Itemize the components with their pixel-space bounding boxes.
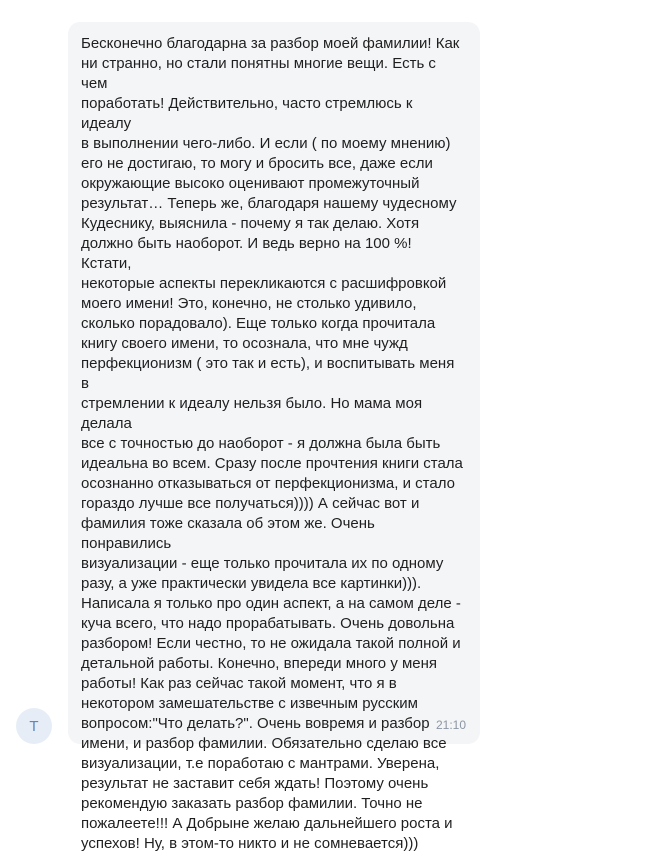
avatar[interactable]: T — [16, 708, 52, 744]
message-bubble — [68, 22, 480, 852]
message-text: Бесконечно благодарна за разбор моей фамилии! Как ни странно, но стали понятны многие вещи. Есть с чем поработать! Действительно, часто стремлюсь к идеалу в выполнении чего-либо. И если ( по моему мнению) его не достигаю, то могу и бросить все, даже если окружающие высоко оценивают промежуточный результат… Теперь же, благодаря нашему чудесному Кудеснику, выяснила - почему я так делаю. Хотя должно быть наоборот. И ведь верно на 100 %! Кстати, некоторые аспекты перекликаются с расшифровкой моего имени! Это, конечно, не столько удивило, сколько порадовало). Еще только когда прочитала книгу своего имени, то осознала, что мне чужд перфекционизм ( это так и есть), и воспитывать меня в стремлении к идеалу нельзя было. Но мама моя делала все с точностью до наоборот - я должна была быть идеальна во всем. Сразу после прочтения книги стала осознанно отказываться от перфекционизма, и стало гораздо лучше все получаться)))) А сейчас вот и фамилия тоже сказала об этом же. Очень понравились визуализации - еще только прочитала их по одному разу, а уже практически увидела все картинки))). Написала я только про один аспект, а на самом деле - куча всего, что надо прорабатывать. Очень довольна разбором! Если честно, то не ожидала такой полной и детальной работы. Конечно, впереди много у меня работы! Как раз сейчас такой момент, что я в некотором замешательстве с извечным русским вопросом:"Что делать?". Очень вовремя и разбор имени, и разбор фамилии. Обязательно сделаю все визуализации, т.е поработаю с мантрами. Уверена, результат не заставит себя ждать! Поэтому очень рекомендую заказать разбор фамилии. Точно не пожалеете!!! А Добрыне желаю дальнейшего роста и успехов! Ну, в этом-то никто и не сомневается))) — [81, 35, 463, 852]
message-timestamp: 21:10 — [435, 718, 466, 732]
